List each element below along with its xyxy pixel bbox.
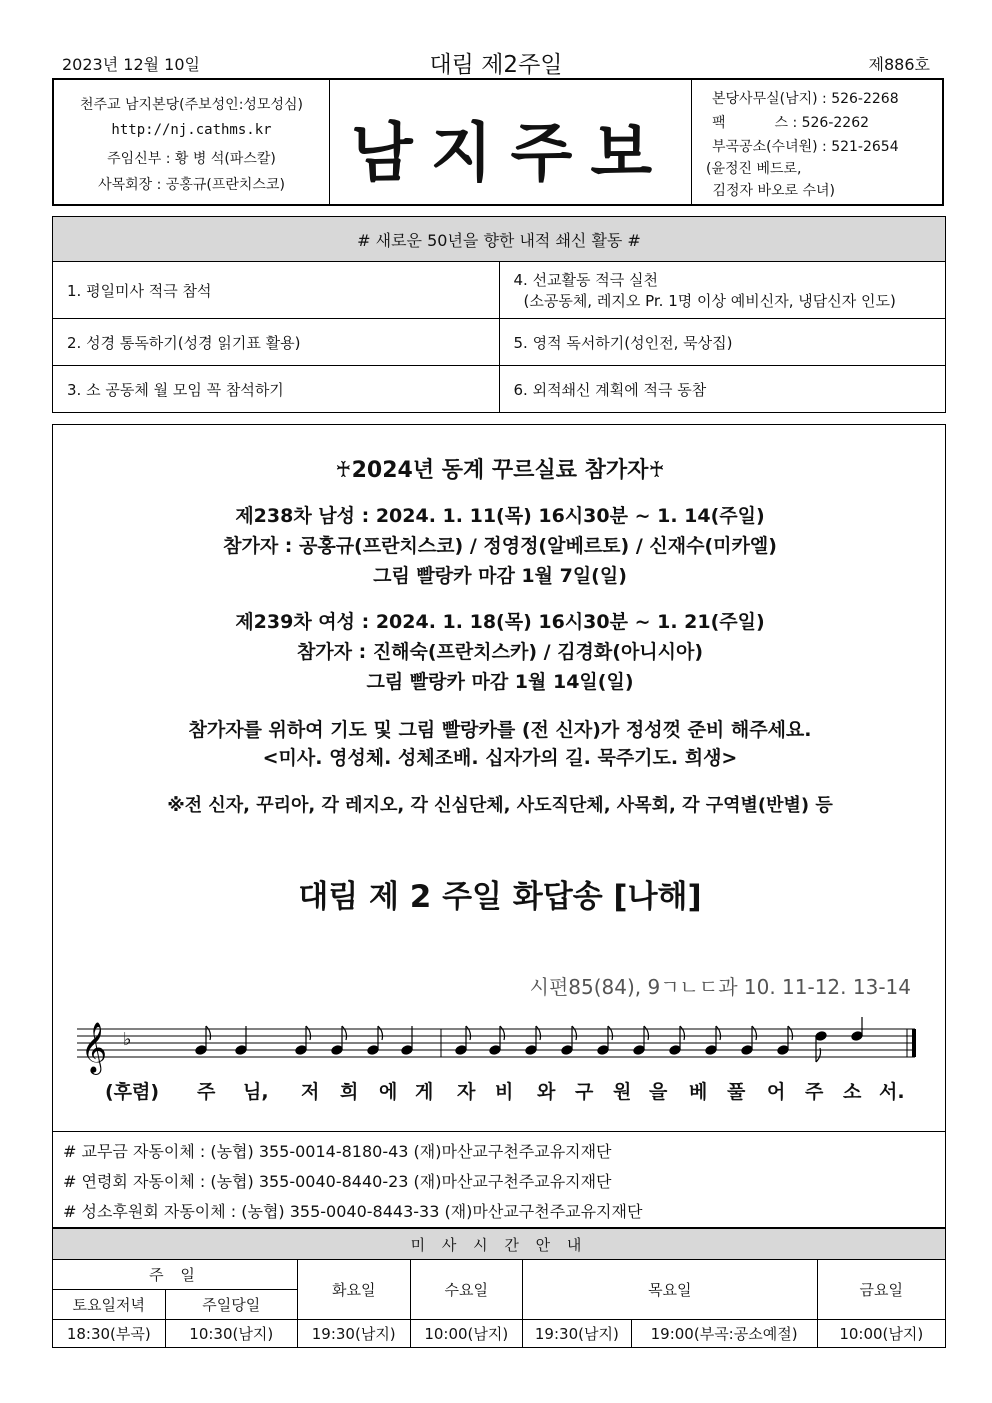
lyric-syllable: 비 bbox=[495, 1081, 514, 1103]
women-schedule: 제239차 여성 : 2024. 1. 18(목) 16시30분 ~ 1. 21(주일) bbox=[235, 611, 765, 633]
renewal-table bbox=[52, 216, 946, 413]
account-funeral: # 연령회 자동이체 : (농협) 355-0040-8440-23 (재)마산교구천주교유지재단 bbox=[63, 1172, 612, 1191]
fax: 팩 스 : 526-2262 bbox=[712, 115, 870, 131]
lyric-syllable: 을 bbox=[649, 1081, 668, 1103]
bulletin-logo: 남지주보 bbox=[350, 117, 671, 191]
notes bbox=[195, 1017, 863, 1062]
lyric-syllable: 게 bbox=[415, 1081, 434, 1103]
lyric-syllable: 자 bbox=[457, 1081, 476, 1103]
bulletin-header bbox=[52, 78, 944, 206]
renewal-item: 6. 외적쇄신 계획에 적극 동참 bbox=[499, 366, 946, 413]
pastor: 주임신부 : 황 병 석(파스칼) bbox=[107, 151, 276, 167]
lyric-syllable: 저 bbox=[301, 1081, 320, 1103]
sunday-header: 주 일 bbox=[53, 1260, 298, 1290]
note-flag bbox=[306, 1026, 311, 1040]
note-flag bbox=[680, 1026, 685, 1040]
lyric-syllable: 에 bbox=[379, 1081, 398, 1103]
note-head bbox=[597, 1045, 609, 1056]
council-chair: 사목회장 : 공홍규(프란치스코) bbox=[98, 177, 285, 193]
renewal-title: # 새로운 50년을 향한 내적 쇄신 활동 # bbox=[53, 217, 946, 262]
note-head bbox=[851, 1031, 863, 1042]
men-deadline: 그림 빨랑카 마감 1월 7일(일) bbox=[373, 565, 627, 587]
note-head bbox=[489, 1045, 501, 1056]
parish-name: 천주교 남지본당(주보성인:성모성심) bbox=[80, 97, 303, 113]
mass-time: 19:30(남지) bbox=[523, 1320, 632, 1348]
note-flag bbox=[206, 1026, 211, 1040]
parish-website[interactable]: http://nj.cathms.kr bbox=[111, 122, 272, 138]
note-head bbox=[295, 1045, 307, 1056]
mass-time: 19:00(부곡:공소예절) bbox=[631, 1320, 817, 1348]
mission-phone: 부곡공소(수녀원) : 521-2654 bbox=[712, 139, 899, 155]
note-head bbox=[401, 1045, 413, 1056]
note-head bbox=[331, 1045, 343, 1056]
parish-info bbox=[54, 80, 330, 204]
note-flag bbox=[608, 1026, 613, 1040]
lyric-syllable: 와 bbox=[537, 1081, 556, 1103]
note-head bbox=[669, 1045, 681, 1056]
note-head bbox=[525, 1045, 537, 1056]
account-dues: # 교무금 자동이체 : (농협) 355-0014-8180-43 (재)마산교구천주교유지재단 bbox=[63, 1142, 612, 1161]
issue-date: 2023년 12월 10일 bbox=[62, 55, 200, 74]
prayer-methods: <미사. 영성체. 성체조배. 십자가의 길. 묵주기도. 희생> bbox=[262, 747, 738, 769]
mass-time: 10:00(남지) bbox=[410, 1320, 523, 1348]
note-head bbox=[561, 1045, 573, 1056]
mass-time: 10:00(남지) bbox=[817, 1320, 945, 1348]
prayer-request: 참가자를 위하여 기도 및 그림 빨랑카를 (전 신자)가 정성껏 준비 해주세요. bbox=[188, 719, 812, 741]
contact-info bbox=[692, 80, 942, 204]
wednesday-header: 수요일 bbox=[410, 1260, 523, 1320]
sisters-2: 김정자 바오로 수녀) bbox=[708, 183, 836, 199]
lyric-syllable: 원 bbox=[613, 1081, 632, 1103]
mass-schedule bbox=[52, 1228, 946, 1348]
note-flag bbox=[536, 1026, 541, 1040]
note-flag bbox=[788, 1026, 793, 1040]
account-vocation: # 성소후원회 자동이체 : (농협) 355-0040-8443-33 (재)마산교구천주교유지재단 bbox=[63, 1202, 643, 1221]
note-flag bbox=[644, 1026, 649, 1040]
note-flag bbox=[342, 1026, 347, 1040]
renewal-item: 3. 소 공동체 월 모임 꼭 참석하기 bbox=[53, 366, 500, 413]
lyric-syllable: 풀 bbox=[727, 1081, 746, 1103]
renewal-item bbox=[499, 262, 946, 319]
lyric-syllable: 구 bbox=[575, 1081, 594, 1103]
sunday-title: 대림 제2주일 bbox=[429, 52, 563, 78]
note-flag bbox=[716, 1026, 721, 1040]
note-flag bbox=[466, 1026, 471, 1040]
sisters-1: (윤정진 베드로, bbox=[706, 161, 802, 177]
note-flag bbox=[752, 1026, 757, 1040]
mass-time: 10:30(남지) bbox=[165, 1320, 297, 1348]
women-deadline: 그림 빨랑카 마감 1월 14일(일) bbox=[366, 671, 634, 693]
lyric-syllable: 주 bbox=[805, 1081, 824, 1103]
note-head bbox=[195, 1045, 207, 1056]
note-flag bbox=[572, 1026, 577, 1040]
lyric-syllable: 베 bbox=[689, 1081, 708, 1103]
lyric-syllable: 서. bbox=[879, 1081, 905, 1103]
cursillo-title: ♰2024년 동계 꾸르실료 참가자♰ bbox=[335, 458, 665, 483]
renewal-item: 1. 평일미사 적극 참석 bbox=[53, 262, 500, 319]
men-schedule: 제238차 남성 : 2024. 1. 11(목) 16시30분 ~ 1. 14(주일) bbox=[235, 505, 765, 527]
renewal-item: 2. 성경 통독하기(성경 읽기표 활용) bbox=[53, 319, 500, 366]
note-head bbox=[367, 1045, 379, 1056]
lyric-syllable: (후렴) bbox=[105, 1081, 160, 1103]
office-phone: 본당사무실(남지) : 526-2268 bbox=[712, 91, 899, 107]
tuesday-header: 화요일 bbox=[297, 1260, 410, 1320]
thursday-header: 목요일 bbox=[523, 1260, 817, 1320]
psalm-reference: 시편85(84), 9ㄱㄴㄷ과 10. 11-12. 13-14 bbox=[529, 975, 911, 999]
treble-clef-icon: 𝄞 bbox=[81, 1022, 108, 1073]
note-head bbox=[815, 1031, 827, 1042]
mass-time: 19:30(남지) bbox=[297, 1320, 410, 1348]
saturday-eve-header: 토요일저녁 bbox=[53, 1290, 166, 1320]
note-head bbox=[235, 1045, 247, 1056]
issue-number: 제886호 bbox=[868, 55, 930, 74]
mass-time: 18:30(부곡) bbox=[53, 1320, 166, 1348]
renewal-item: 5. 영적 독서하기(성인전, 묵상집) bbox=[499, 319, 946, 366]
logo-panel bbox=[330, 80, 692, 204]
lyric-syllable: 주 bbox=[197, 1081, 216, 1103]
note-head bbox=[455, 1045, 467, 1056]
flat-sign-icon: ♭ bbox=[123, 1029, 132, 1050]
psalm-title: 대림 제 2 주일 화답송 [나해] bbox=[298, 879, 702, 915]
note-head bbox=[741, 1045, 753, 1056]
note-head bbox=[633, 1045, 645, 1056]
lyric-syllable: 님, bbox=[243, 1081, 269, 1103]
note-flag bbox=[500, 1026, 505, 1040]
music-staff bbox=[73, 1017, 923, 1077]
renewal-item-text: 4. 선교활동 적극 실천 bbox=[513, 271, 659, 289]
friday-header: 금요일 bbox=[817, 1260, 945, 1320]
women-participants: 참가자 : 진해숙(프란치스카) / 김경화(아니시아) bbox=[296, 641, 704, 663]
note-head bbox=[777, 1045, 789, 1056]
note-flag bbox=[378, 1026, 383, 1040]
participants-note: ※전 신자, 꾸리아, 각 레지오, 각 신심단체, 사도직단체, 사목회, 각 구역별(반별) 등 bbox=[167, 795, 833, 816]
divider bbox=[53, 1131, 945, 1132]
lyric-syllable: 소 bbox=[843, 1081, 862, 1103]
mass-schedule-title: 미 사 시 간 안 내 bbox=[53, 1229, 946, 1260]
renewal-item-sub: (소공동체, 레지오 Pr. 1명 이상 예비신자, 냉담신자 인도) bbox=[523, 292, 896, 310]
note-head bbox=[705, 1045, 717, 1056]
lyric-syllable: 희 bbox=[340, 1081, 359, 1103]
men-participants: 참가자 : 공홍규(프란치스코) / 정영정(알베르토) / 신재수(미카엘) bbox=[223, 535, 777, 557]
lyric-syllable: 어 bbox=[767, 1081, 786, 1103]
sunday-day-header: 주일당일 bbox=[165, 1290, 297, 1320]
main-notice-box bbox=[52, 424, 946, 1228]
